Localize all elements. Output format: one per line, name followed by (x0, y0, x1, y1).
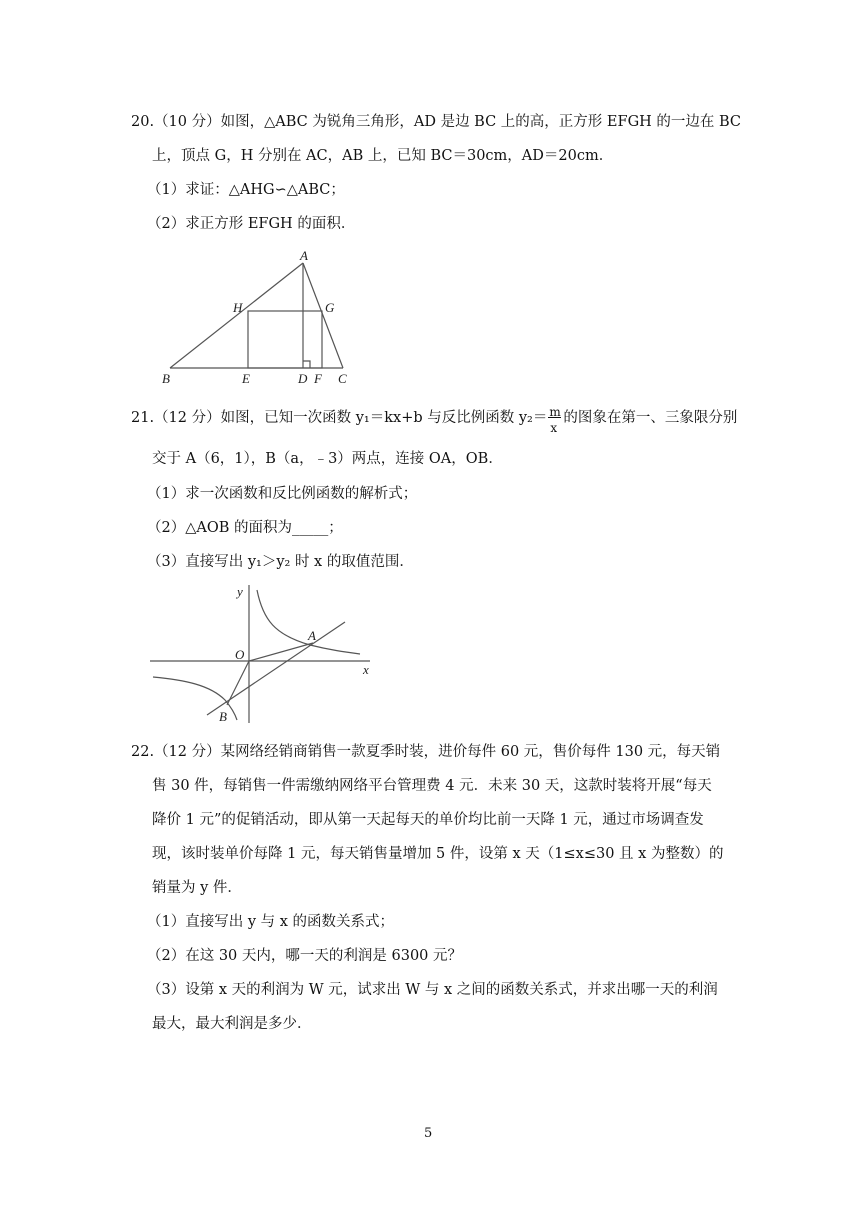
q21-line-1-pre: 21.（12 分）如图，已知一次函数 y₁＝kx+b 与反比例函数 y₂＝ (131, 410, 548, 426)
q22-line-1: 22.（12 分）某网络经销商销售一款夏季时装，进价每件 60 元，售价每件 130 元，每天销 (131, 744, 721, 760)
q21-part-2: （2）△AOB 的面积为_____； (147, 520, 343, 536)
q21-line-1 (131, 405, 738, 435)
label-c: C (338, 371, 347, 386)
label-h: H (233, 300, 243, 315)
q22-part-3-cont: 最大，最大利润是多少． (152, 1016, 312, 1032)
q21-graph-figure (145, 580, 385, 730)
q21-part-1: （1）求一次函数和反比例函数的解析式； (147, 486, 418, 502)
q21-part-3: （3）直接写出 y₁＞y₂ 时 x 的取值范围． (147, 554, 414, 570)
page-number: 5 (424, 1126, 433, 1141)
q20-triangle-figure (150, 250, 360, 390)
label-f: F (314, 371, 322, 386)
label-e: E (242, 371, 250, 386)
segment-ba (170, 263, 303, 368)
label-y: y (237, 584, 243, 599)
segment-oa (249, 643, 313, 661)
q22-line-4: 现，该时装单价每降 1 元，每天销售量增加 5 件，设第 x 天（1≤x≤30 且 x 为整数）的 (152, 846, 724, 862)
label-g: G (325, 300, 335, 315)
label-d: D (298, 371, 308, 386)
q22-line-2: 售 30 件，每销售一件需缴纳网络平台管理费 4 元．未来 30 天，这款时装将开展“每天 (152, 778, 712, 794)
line-y1 (207, 622, 345, 715)
right-angle-mark (303, 361, 310, 368)
label-x: x (363, 662, 369, 677)
q22-line-5: 销量为 y 件． (152, 880, 242, 896)
q20-part-2: （2）求正方形 EFGH 的面积． (147, 216, 356, 232)
label-a: A (308, 628, 316, 643)
fraction-numerator: m (549, 405, 561, 419)
q22-line-3: 降价 1 元”的促销活动，即从第一天起每天的单价均比前一天降 1 元，通过市场调查发 (152, 812, 704, 828)
fraction-denominator: x (550, 421, 558, 435)
segment-ob (227, 661, 249, 705)
label-o: O (235, 647, 245, 662)
label-b: B (162, 371, 170, 386)
q20-part-1: （1）求证：△AHG∽△ABC； (147, 182, 345, 198)
q20-line-2: 上，顶点 G，H 分别在 AC，AB 上，已知 BC＝30cm，AD＝20cm． (152, 148, 614, 164)
label-b: B (219, 709, 227, 724)
q22-part-1: （1）直接写出 y 与 x 的函数关系式； (147, 914, 395, 930)
fraction-m-over-x (547, 405, 563, 435)
q22-part-2: （2）在这 30 天内，哪一天的利润是 6300 元？ (147, 948, 463, 964)
segment-ac (303, 263, 343, 368)
q20-line-1: 20.（10 分）如图，△ABC 为锐角三角形，AD 是边 BC 上的高，正方形 EFGH 的一边在 BC (131, 114, 742, 130)
q22-part-3: （3）设第 x 天的利润为 W 元，试求出 W 与 x 之间的函数关系式，并求出哪一天的利润 (147, 982, 718, 998)
label-a: A (300, 250, 308, 263)
q21-line-2: 交于 A（6，1），B（a，﹣3）两点，连接 OA，OB． (152, 451, 503, 467)
q21-line-1-post: 的图象在第一、三象限分别 (563, 410, 738, 426)
square-efgh (248, 311, 322, 368)
